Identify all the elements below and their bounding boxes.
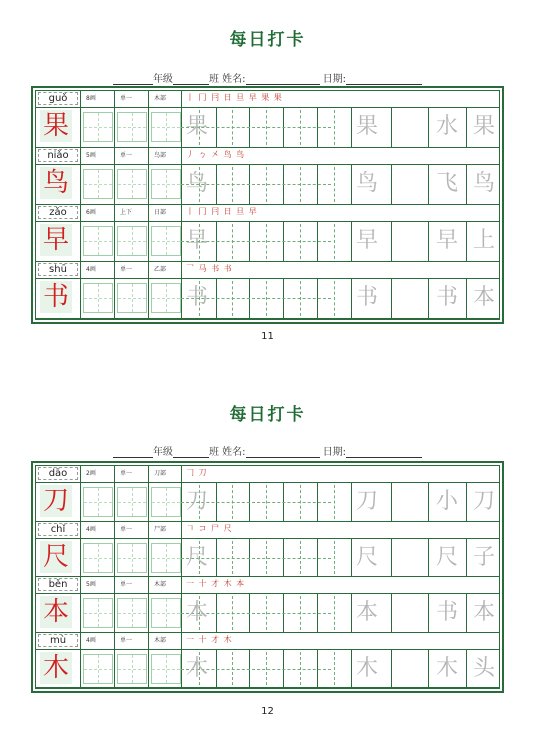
- trace-character: 鸟: [186, 171, 209, 196]
- word-character-2: 本: [473, 600, 496, 625]
- guide-dash: [334, 485, 335, 519]
- tianzige-box[interactable]: [151, 543, 181, 573]
- practice-sheet: [31, 461, 504, 693]
- cell-divider: [428, 165, 429, 204]
- stroke-count: 2画: [86, 470, 96, 477]
- word-character-2: 子: [473, 544, 496, 570]
- cell-divider: [391, 108, 392, 147]
- cell-divider: [80, 205, 81, 221]
- char-practice-row: [36, 279, 499, 319]
- student-info-line: [0, 70, 535, 85]
- cell-divider: [351, 279, 352, 318]
- stroke-order: 𠃍 コ 尸 尺: [186, 523, 233, 533]
- copy-character: 刀: [356, 489, 379, 514]
- char-info-row: [36, 91, 499, 108]
- cell-divider: [148, 108, 149, 147]
- cell-divider: [114, 91, 115, 107]
- radical-label: 木部: [154, 636, 167, 644]
- page-title: 每日打卡: [229, 405, 306, 425]
- stroke-order: 丨 冂 冃 日 旦 早 果 果: [186, 93, 283, 102]
- structure-label: 单一: [120, 266, 133, 273]
- cell-divider: [391, 539, 392, 577]
- structure-label: 单一: [120, 470, 133, 477]
- cell-divider: [114, 222, 115, 261]
- name-label: 姓名:: [222, 74, 246, 85]
- pinyin-label: chǐ: [38, 523, 78, 536]
- cell-divider: [391, 165, 392, 204]
- word-character-1: 水: [436, 114, 459, 139]
- pinyin-label: mù: [38, 634, 78, 647]
- cell-divider: [428, 650, 429, 688]
- cell-divider: [148, 594, 149, 632]
- tianzige-box[interactable]: [151, 654, 181, 684]
- cell-divider: [114, 577, 115, 593]
- cell-divider: [80, 577, 81, 593]
- cell-divider: [391, 222, 392, 261]
- stroke-order: 𠃌 刀: [186, 468, 208, 477]
- cell-divider: [428, 279, 429, 318]
- cell-divider: [351, 650, 352, 688]
- model-character: 本: [40, 596, 72, 628]
- pinyin-label: dāo: [38, 467, 78, 480]
- trace-character: 刀: [186, 489, 209, 514]
- tianzige-box[interactable]: [83, 112, 113, 142]
- cell-divider: [466, 222, 467, 261]
- cell-divider: [181, 262, 182, 278]
- tianzige-box[interactable]: [117, 654, 147, 684]
- tianzige-box[interactable]: [151, 112, 181, 142]
- cell-divider: [148, 633, 149, 649]
- word-character-1: 木: [436, 655, 459, 681]
- cell-divider: [351, 165, 352, 204]
- cell-divider: [80, 148, 81, 164]
- cell-divider: [466, 165, 467, 204]
- cell-divider: [391, 650, 392, 688]
- radical-label: 刀部: [154, 470, 167, 477]
- structure-label: 单一: [120, 525, 133, 533]
- cell-divider: [80, 222, 81, 261]
- cell-divider: [181, 205, 182, 221]
- stroke-count: 5画: [86, 581, 96, 588]
- structure-label: 上下: [120, 209, 133, 216]
- structure-label: 单一: [120, 636, 133, 644]
- model-character: 木: [40, 652, 72, 684]
- cell-divider: [148, 205, 149, 221]
- copy-character: 鸟: [356, 171, 379, 196]
- structure-label: 单一: [120, 152, 133, 159]
- trace-character: 木: [186, 655, 209, 681]
- cell-divider: [181, 633, 182, 649]
- date-label: 日期:: [322, 447, 347, 458]
- cell-divider: [391, 594, 392, 632]
- model-character: 鸟: [40, 167, 72, 199]
- stroke-order: 乛 马 书 书: [186, 264, 233, 273]
- cell-divider: [114, 108, 115, 147]
- cell-divider: [148, 91, 149, 107]
- copy-character: 书: [356, 285, 379, 310]
- word-character-1: 书: [436, 600, 459, 625]
- cell-divider: [80, 594, 81, 632]
- cell-divider: [114, 148, 115, 164]
- cell-divider: [148, 522, 149, 538]
- date-label: 日期:: [322, 74, 347, 85]
- trace-character: 本: [186, 600, 209, 625]
- tianzige-box[interactable]: [83, 654, 113, 684]
- cell-divider: [351, 539, 352, 577]
- char-practice-row: [36, 165, 499, 205]
- class-label: 班: [208, 74, 219, 85]
- stroke-count: 5画: [86, 152, 96, 159]
- class-label: 班: [208, 447, 219, 458]
- char-practice-row: [36, 222, 499, 262]
- cell-divider: [114, 262, 115, 278]
- word-character-1: 书: [436, 285, 459, 310]
- stroke-order: 丨 冂 冃 日 旦 早: [186, 207, 258, 216]
- copy-character: 木: [356, 655, 379, 681]
- pinyin-label: shū: [38, 263, 78, 276]
- word-character-2: 果: [473, 114, 496, 139]
- cell-divider: [148, 165, 149, 204]
- tianzige-box[interactable]: [83, 598, 113, 628]
- tianzige-box[interactable]: [83, 169, 113, 199]
- cell-divider: [428, 594, 429, 632]
- cell-divider: [148, 262, 149, 278]
- cell-divider: [114, 594, 115, 632]
- model-character: 果: [40, 110, 72, 142]
- tianzige-box[interactable]: [83, 283, 113, 313]
- model-character: 书: [40, 281, 72, 313]
- cell-divider: [80, 108, 81, 147]
- radical-label: 木部: [154, 95, 167, 102]
- cell-divider: [466, 594, 467, 632]
- cell-divider: [80, 650, 81, 688]
- cell-divider: [114, 633, 115, 649]
- tianzige-box[interactable]: [117, 283, 147, 313]
- stroke-count: 4画: [86, 266, 96, 273]
- cell-divider: [148, 539, 149, 577]
- cell-divider: [114, 483, 115, 521]
- student-info-line: [0, 443, 535, 458]
- guide-dash: [334, 224, 335, 259]
- cell-divider: [114, 205, 115, 221]
- char-info-row: [36, 522, 499, 539]
- radical-label: 乙部: [154, 266, 167, 273]
- stroke-order: 丿 ㄅ 㐅 鸟 鸟: [186, 150, 246, 159]
- model-character: 早: [40, 224, 72, 256]
- word-character-2: 上: [473, 228, 496, 253]
- cell-divider: [351, 222, 352, 261]
- trace-character: 早: [186, 228, 209, 253]
- cell-divider: [148, 483, 149, 521]
- radical-label: 木部: [154, 581, 167, 588]
- grade-label: 年级: [152, 74, 173, 85]
- tianzige-box[interactable]: [117, 543, 147, 573]
- pinyin-label: niǎo: [38, 149, 78, 162]
- tianzige-box[interactable]: [117, 226, 147, 256]
- stroke-count: 4画: [86, 636, 96, 644]
- cell-divider: [80, 483, 81, 521]
- page-title: 每日打卡: [229, 30, 306, 50]
- structure-label: 单一: [120, 95, 133, 102]
- word-character-1: 尺: [436, 544, 459, 570]
- cell-divider: [181, 577, 182, 593]
- cell-divider: [428, 539, 429, 577]
- guide-dash: [334, 541, 335, 575]
- tianzige-box[interactable]: [117, 598, 147, 628]
- cell-divider: [148, 279, 149, 318]
- trace-character: 书: [186, 285, 209, 310]
- tianzige-box[interactable]: [151, 598, 181, 628]
- char-practice-row: [36, 483, 499, 522]
- tianzige-box[interactable]: [151, 487, 181, 517]
- word-character-2: 本: [473, 285, 496, 310]
- pinyin-label: zǎo: [38, 206, 78, 219]
- cell-divider: [114, 522, 115, 538]
- word-character-2: 头: [473, 655, 496, 681]
- cell-divider: [181, 91, 182, 107]
- stroke-order: 一 十 才 木 本: [186, 579, 246, 588]
- char-practice-row: [36, 108, 499, 148]
- char-practice-row: [36, 594, 499, 633]
- tianzige-box[interactable]: [151, 226, 181, 256]
- cell-divider: [114, 650, 115, 688]
- cell-divider: [148, 466, 149, 482]
- model-character: 尺: [40, 541, 72, 573]
- cell-divider: [181, 148, 182, 164]
- cell-divider: [148, 650, 149, 688]
- practice-sheet: [31, 86, 504, 324]
- tianzige-box[interactable]: [117, 169, 147, 199]
- cell-divider: [114, 466, 115, 482]
- pinyin-label: běn: [38, 578, 78, 591]
- char-info-row: [36, 633, 499, 650]
- word-character-1: 早: [436, 228, 459, 253]
- tianzige-box[interactable]: [83, 487, 113, 517]
- cell-divider: [428, 222, 429, 261]
- word-character-2: 鸟: [473, 171, 496, 196]
- guide-dash: [334, 596, 335, 630]
- cell-divider: [80, 279, 81, 318]
- cell-divider: [148, 148, 149, 164]
- cell-divider: [391, 483, 392, 521]
- char-practice-row: [36, 539, 499, 578]
- guide-dash: [334, 652, 335, 686]
- guide-dash: [334, 110, 335, 145]
- model-character: 刀: [40, 485, 72, 517]
- grade-label: 年级: [152, 447, 173, 458]
- cell-divider: [148, 577, 149, 593]
- page-number: 11: [261, 331, 274, 342]
- tianzige-box[interactable]: [83, 543, 113, 573]
- cell-divider: [466, 539, 467, 577]
- radical-label: 尸部: [154, 525, 167, 533]
- guide-dash: [334, 167, 335, 202]
- cell-divider: [80, 165, 81, 204]
- cell-divider: [80, 466, 81, 482]
- word-character-1: 飞: [436, 171, 459, 196]
- cell-divider: [428, 483, 429, 521]
- copy-character: 本: [356, 600, 379, 625]
- cell-divider: [148, 222, 149, 261]
- cell-divider: [80, 522, 81, 538]
- cell-divider: [114, 539, 115, 577]
- tianzige-box[interactable]: [117, 487, 147, 517]
- cell-divider: [80, 91, 81, 107]
- structure-label: 单一: [120, 581, 133, 588]
- char-info-row: [36, 205, 499, 222]
- radical-label: 鸟部: [154, 152, 167, 159]
- guide-dash: [334, 281, 335, 316]
- page-number: 12: [261, 706, 274, 717]
- trace-character: 果: [186, 114, 209, 139]
- char-info-row: [36, 262, 499, 279]
- stroke-count: 8画: [86, 95, 96, 102]
- word-character-2: 刀: [473, 489, 496, 514]
- char-practice-row: [36, 650, 499, 689]
- cell-divider: [351, 108, 352, 147]
- cell-divider: [351, 594, 352, 632]
- cell-divider: [466, 483, 467, 521]
- cell-divider: [181, 466, 182, 482]
- tianzige-box[interactable]: [151, 283, 181, 313]
- copy-character: 尺: [356, 544, 379, 570]
- name-label: 姓名:: [222, 447, 246, 458]
- cell-divider: [181, 522, 182, 538]
- cell-divider: [80, 262, 81, 278]
- pinyin-label: guǒ: [38, 92, 78, 105]
- cell-divider: [351, 483, 352, 521]
- tianzige-box[interactable]: [83, 226, 113, 256]
- copy-character: 果: [356, 114, 379, 139]
- tianzige-box[interactable]: [117, 112, 147, 142]
- cell-divider: [428, 108, 429, 147]
- char-info-row: [36, 466, 499, 483]
- cell-divider: [466, 279, 467, 318]
- word-character-1: 小: [436, 489, 459, 514]
- stroke-order: 一 十 才 木: [186, 634, 233, 644]
- cell-divider: [466, 108, 467, 147]
- stroke-count: 4画: [86, 525, 96, 533]
- cell-divider: [114, 165, 115, 204]
- trace-character: 尺: [186, 544, 209, 570]
- cell-divider: [391, 279, 392, 318]
- cell-divider: [80, 539, 81, 577]
- stroke-count: 6画: [86, 209, 96, 216]
- char-info-row: [36, 577, 499, 594]
- radical-label: 日部: [154, 209, 167, 216]
- tianzige-box[interactable]: [151, 169, 181, 199]
- cell-divider: [466, 650, 467, 688]
- cell-divider: [114, 279, 115, 318]
- char-info-row: [36, 148, 499, 165]
- cell-divider: [80, 633, 81, 649]
- copy-character: 早: [356, 228, 379, 253]
